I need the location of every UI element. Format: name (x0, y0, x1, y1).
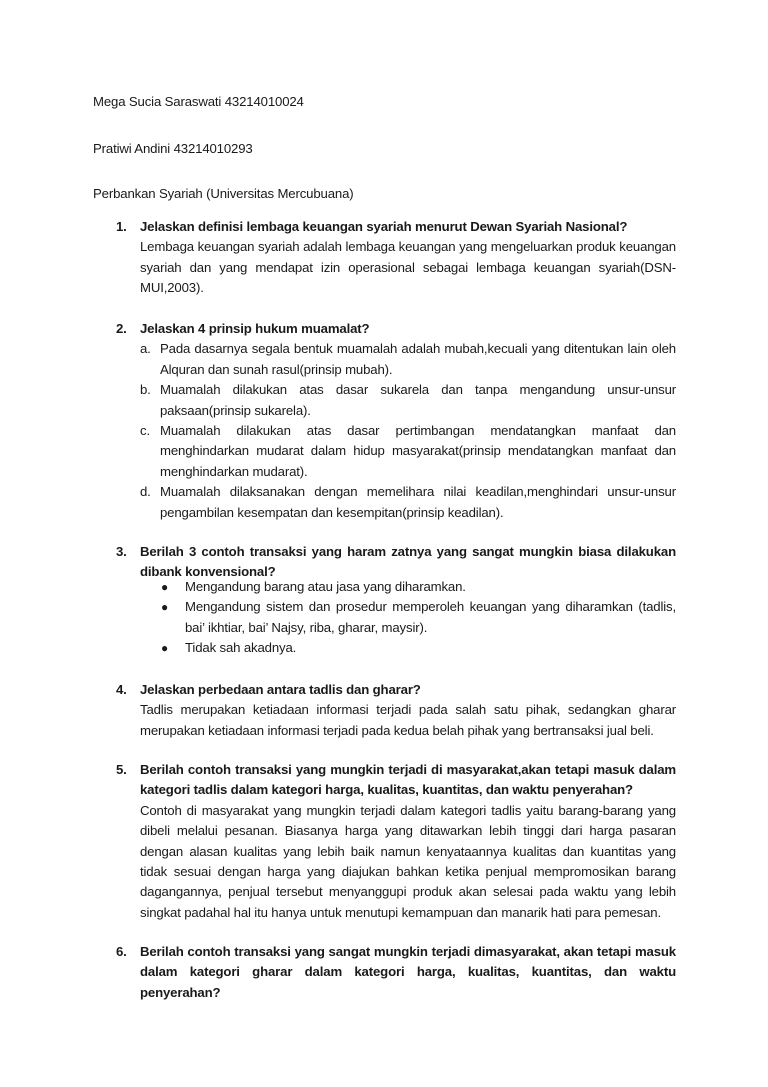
question-4 (93, 680, 676, 741)
question-3-bullets (93, 577, 676, 659)
question-text: Jelaskan perbedaan antara tadlis dan gharar? (140, 682, 421, 697)
question-number: 4. (116, 682, 127, 697)
list-marker: b. (140, 382, 151, 398)
list-item (93, 577, 676, 597)
question-number: 2. (116, 321, 127, 336)
author-line-1: Mega Sucia Saraswati 43214010024 (93, 94, 304, 109)
question-6 (93, 942, 676, 1003)
answer-text: Contoh di masyarakat yang mungkin terjadi dalam kategori tadlis yaitu barang-barang yang dibeli melalui pesanan. Biasanya harga yang ditawarkan lebih tinggi dari harga pasaran dengan alasan kualitas yang lebih baik namun kenyataannya kualitas dan kuantitas yang tidak sesuai dengan harga yang diajukan bahkan ketika penjual mempromosikan barang dagangannya, penjual tersebut menyanggupi produk akan selesai pada waktu yang lebih singkat padahal hal itu hanya untuk menutupi kemampuan dan manarik hati para pemesan. (140, 802, 676, 920)
question-text: Berilah contoh transaksi yang sangat mungkin terjadi dimasyarakat, akan tetapi masuk dalam kategori gharar dalam kategori harga, kualitas, kuantitas, dan waktu penyerahan? (140, 944, 676, 1000)
answer-text: Tadlis merupakan ketiadaan informasi terjadi pada salah satu pihak, sedangkan gharar merupakan ketiadaan informasi terjadi pada kedua belah pihak yang bertransaksi jual beli. (140, 702, 676, 738)
list-item-text: Pada dasarnya segala bentuk muamalah adalah mubah,kecuali yang ditentukan lain oleh Alquran dan sunah rasul(prinsip mubah). (160, 341, 676, 377)
question-2 (93, 319, 676, 523)
list-item (140, 380, 676, 421)
question-text: Berilah contoh transaksi yang mungkin terjadi di masyarakat,akan tetapi masuk dalam kategori tadlis dalam kategori harga, kualitas, kuantitas, dan waktu penyerahan? (140, 762, 676, 798)
author-line-2: Pratiwi Andini 43214010293 (93, 141, 253, 156)
list-item-text: Muamalah dilakukan atas dasar sukarela dan tanpa mengandung unsur-unsur paksaan(prinsip sukarela). (160, 382, 676, 418)
course-line: Perbankan Syariah (Universitas Mercubuana) (93, 186, 354, 201)
question-1 (93, 217, 676, 299)
list-item (140, 421, 676, 482)
question-text: Jelaskan 4 prinsip hukum muamalat? (140, 321, 370, 336)
question-text: Jelaskan definisi lembaga keuangan syariah menurut Dewan Syariah Nasional? (140, 219, 628, 234)
question-number: 5. (116, 762, 127, 777)
list-item (140, 482, 676, 523)
list-item-text: Tidak sah akadnya. (185, 640, 297, 656)
question-number: 3. (116, 544, 127, 559)
list-marker: d. (140, 484, 151, 500)
question-text: Berilah 3 contoh transaksi yang haram zatnya yang sangat mungkin biasa dilakukan dibank konvensional? (140, 544, 676, 580)
list-item (140, 339, 676, 380)
bullet-icon: ● (161, 580, 169, 594)
list-item-text: Muamalah dilakukan atas dasar pertimbangan mendatangkan manfaat dan menghindarkan mudarat dalam hidup masyarakat(prinsip mendatangkan manfaat dan menghindarkan mudarat). (160, 423, 676, 479)
question-5 (93, 760, 676, 923)
list-item (93, 638, 676, 658)
list-marker: c. (140, 423, 150, 439)
list-item-text: Mengandung sistem dan prosedur memperoleh keuangan yang diharamkan (tadlis, bai’ ikhtiar, bai’ Najsy, riba, gharar, maysir). (185, 599, 676, 635)
answer-text: Lembaga keuangan syariah adalah lembaga keuangan yang mengeluarkan produk keuangan syariah dan yang mendapat izin operasional sebagai lembaga keuangan syariah(DSN-MUI,2003). (140, 239, 676, 296)
list-item-text: Muamalah dilaksanakan dengan memelihara nilai keadilan,menghindari unsur-unsur pengambilan kesempatan dan kesempitan(prinsip keadilan). (160, 484, 676, 520)
bullet-icon: ● (161, 641, 169, 656)
bullet-icon: ● (161, 600, 169, 615)
list-item (93, 597, 676, 638)
list-item-text: Mengandung barang atau jasa yang diharamkan. (185, 579, 466, 594)
question-number: 6. (116, 944, 127, 959)
list-marker: a. (140, 341, 151, 357)
question-number: 1. (116, 219, 127, 234)
